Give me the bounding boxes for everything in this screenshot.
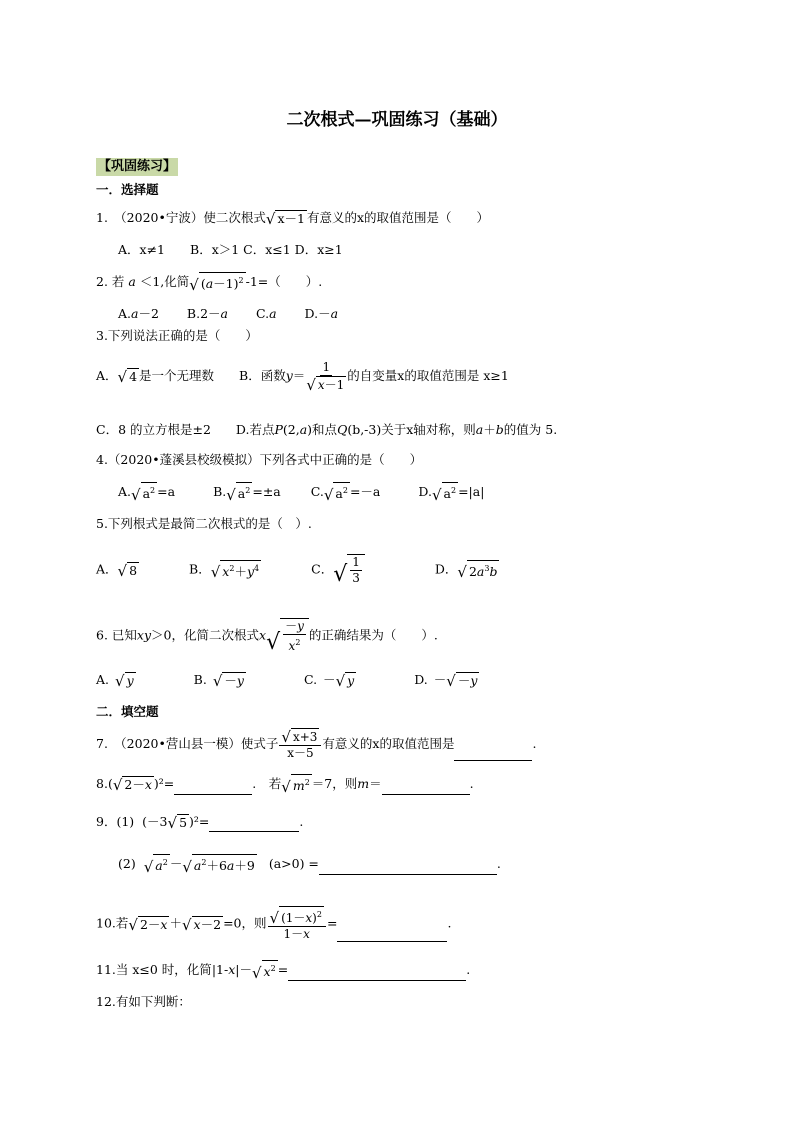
radical: √ $(a-1)^2$ bbox=[189, 272, 245, 292]
question-2-options: A.a－2 B.2－a C.a D.－a bbox=[118, 306, 339, 321]
page-title: 二次根式—巩固练习（基础） bbox=[286, 110, 508, 130]
answer-blank[interactable] bbox=[319, 860, 497, 875]
question-4-stem: 4.（2020•蓬溪县校级模拟）下列各式中正确的是（ ） bbox=[96, 452, 423, 467]
question-11: 11.当 x≤0 时，化简|1-x|－ √ $x^2$ = . bbox=[96, 962, 471, 982]
question-7: 7. （2020•营山县一模）使式子 √ x+3 x－5 有意义的x的取值范围是 . bbox=[96, 728, 537, 760]
section-heading-fill: 二．填空题 bbox=[96, 704, 159, 719]
question-3-option-cd: C．8 的立方根是±2 D.若点P(2,a)和点Q(b,-3)关于x轴对称，则a＋b的值为 5. bbox=[96, 422, 558, 437]
question-2: 2. 若 a ＜1,化简 √ $(a-1)^2$ -1=（ ）. bbox=[96, 274, 323, 294]
question-12-stem: 12.有如下判断： bbox=[96, 994, 191, 1009]
question-9-part-2: (2) √ $a^2$ － √ $a^2+6a+9$ (a>0) = . bbox=[118, 856, 501, 876]
question-3-option-ab: A． √ 4 是一个无理数 B．函数y＝ 1 √ x－1 的自变量x的取值范围是 x≥1 bbox=[96, 360, 509, 394]
radical: √ x－1 bbox=[265, 210, 305, 228]
answer-blank[interactable] bbox=[209, 817, 299, 832]
question-5-options: A． √ 8 B． √ $x^2+y^4$ C． √ $\frac{1}{3}$ D． √ $2a^3b$ bbox=[96, 555, 498, 587]
question-5-stem: 5.下列根式是最简二次根式的是（ ）. bbox=[96, 516, 312, 531]
question-6-options: A. √ y B. √ －y C. － √ y D. － √ －y bbox=[96, 672, 478, 690]
answer-blank[interactable] bbox=[454, 746, 532, 761]
question-9-part-1: 9．(1) (－3 √ 5 )²= . bbox=[96, 814, 304, 832]
answer-blank[interactable] bbox=[382, 780, 470, 795]
question-1: 1. （2020•宁波）使二次根式 √ x－1 有意义的x的取值范围是（ ） bbox=[96, 210, 490, 228]
section-tag: 【巩固练习】 bbox=[98, 159, 177, 174]
question-6: 6. 已知xy＞0，化简二次根式x √ $\frac{-y}{x^2}$ 的正确结果为（ ）. bbox=[96, 619, 438, 655]
question-4-options: A. √ $a^2$ =a B. √ $a^2$ =±a C. √ $a^2$ =－a D. √ $a^2$ =|a| bbox=[118, 484, 485, 504]
section-heading-choice: 一．选择题 bbox=[96, 182, 159, 197]
question-3-stem: 3.下列说法正确的是（ ） bbox=[96, 328, 258, 343]
question-1-options: A．x≠1 B．x＞1 C．x≤1 D．x≥1 bbox=[118, 242, 343, 257]
answer-blank[interactable] bbox=[337, 927, 447, 942]
answer-blank[interactable] bbox=[174, 780, 252, 795]
question-8: 8.( √ 2－x )²= . 若 √ $m^2$ ＝7，则m＝ . bbox=[96, 776, 474, 796]
question-10: 10.若 √ 2－x ＋ √ x－2 =0，则 √ $(1-x)^2$ 1－x = . bbox=[96, 906, 451, 942]
answer-blank[interactable] bbox=[288, 966, 466, 981]
